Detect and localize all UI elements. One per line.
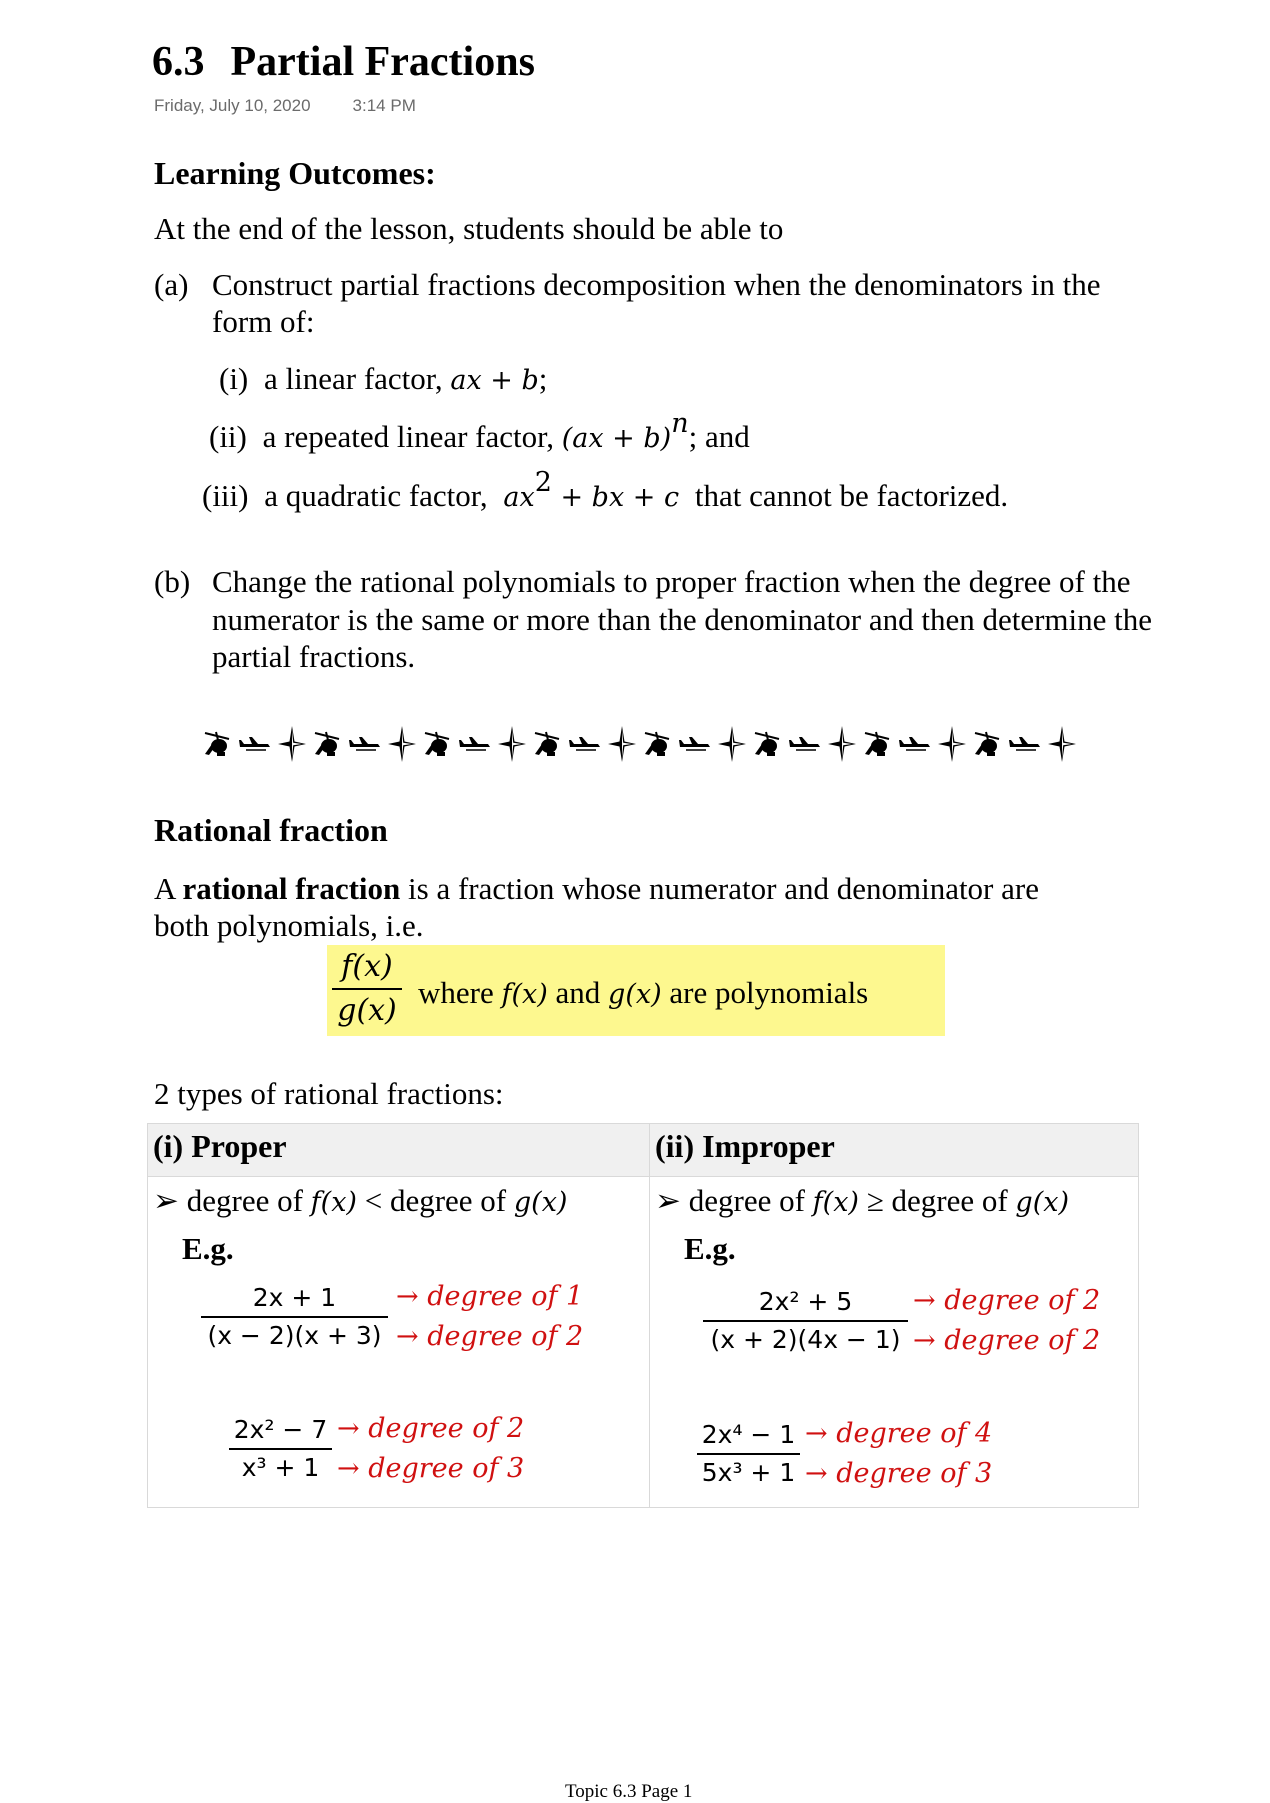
helicopter-icon [752,730,782,758]
improper-rule-g: g(x) [1015,1187,1069,1218]
four-point-star-icon [388,726,416,762]
improper-rule [655,1183,1069,1219]
airplane-icon [788,734,822,754]
subitem-ii-text: a repeated linear factor, [262,419,554,454]
four-point-star-icon [608,726,636,762]
subitem-iii-text: a quadratic factor, [264,478,488,513]
rational-fraction-heading: Rational fraction [154,812,388,848]
example-fraction-bar [703,1320,908,1322]
subitem-ii-math: (ax + b) [561,423,672,454]
example-denominator: x³ + 1 [241,1452,320,1482]
cell-proper [148,1177,650,1508]
header-improper: (ii) Improper [650,1124,1139,1177]
page-date: Friday, July 10, 2020 [154,96,311,115]
definition-term: rational fraction [182,871,401,906]
page-time: 3:14 PM [352,96,416,115]
improper-rule-op: ≥ [866,1183,884,1218]
definition-line-2: both polynomials, i.e. [154,908,424,943]
where-f: f(x) [501,979,548,1010]
where-and: and [555,975,601,1010]
cell-improper [650,1177,1139,1508]
example-numerator: 2x² − 7 [233,1415,328,1444]
where-g: g(x) [608,979,662,1010]
example-numerator-degree: → degree of 2 [337,1413,525,1444]
improper-content [650,1177,1138,1507]
outcome-a-text: Construct partial fractions decomposition when the denominators in the form of: [212,267,1101,339]
example-denominator-degree: → degree of 3 [337,1453,525,1484]
subitem-iii-exponent: 2 [534,467,552,499]
airplane-icon [568,734,602,754]
table-header-row [148,1124,1139,1177]
subitem-i [219,360,547,399]
example-denominator: (x + 2)(4x − 1) [710,1324,901,1354]
rational-fraction-types-table [147,1123,1139,1508]
page-footer: Topic 6.3 Page 1 [565,1781,693,1802]
outcome-a-label: (a) [154,267,189,302]
learning-outcomes-heading: Learning Outcomes: [154,155,436,191]
example-numerator: 2x² + 5 [758,1287,853,1316]
airplane-icon [678,734,712,754]
airplane-icon [458,734,492,754]
four-point-star-icon [828,726,856,762]
improper-rule-f: f(x) [812,1187,859,1218]
airplane-icon [898,734,932,754]
types-intro: 2 types of rational fractions: [154,1076,504,1111]
helicopter-icon [312,730,342,758]
proper-rule [153,1183,567,1219]
example-denominator-degree: → degree of 2 [396,1321,584,1352]
arrow-bullet-icon: ➢ [153,1183,179,1218]
where-word: where [418,975,494,1010]
subitem-iii-math-post: + bx + c [551,482,680,513]
four-point-star-icon [938,726,966,762]
improper-rule-pre: degree of [688,1183,805,1218]
subitem-i-math: ax + b [450,365,539,396]
subitem-i-suffix: ; [538,361,548,396]
definition-rest: is a fraction whose numerator and denominator are [408,871,1039,906]
table-body-row [148,1177,1139,1508]
subitem-iii-math-pre: ax [503,482,535,513]
example-numerator-degree: → degree of 1 [396,1281,584,1312]
example-fraction-bar [229,1448,332,1450]
four-point-star-icon [718,726,746,762]
airplane-icon [1008,734,1042,754]
proper-rule-pre: degree of [186,1183,303,1218]
airplane-icon [348,734,382,754]
example-fraction-bar [697,1453,800,1455]
example-fraction-bar [201,1316,388,1318]
arrow-bullet-icon: ➢ [655,1183,681,1218]
subitem-ii-label: (ii) [209,419,247,454]
proper-example-1 [201,1281,584,1352]
fraction-numerator: f(x) [341,949,393,984]
learning-outcomes-intro: At the end of the lesson, students should be able to [154,211,784,246]
helicopter-icon [642,730,672,758]
improper-example-1 [703,1285,1101,1356]
four-point-star-icon [498,726,526,762]
subitem-i-text: a linear factor, [264,361,443,396]
example-denominator: 5x³ + 1 [701,1457,796,1487]
proper-rule-g: g(x) [513,1187,568,1218]
helicopter-icon [862,730,892,758]
subitem-iii-label: (iii) [202,478,249,513]
helicopter-icon [532,730,562,758]
rational-fraction-definition [154,870,1039,907]
highlight-statement [418,975,868,1011]
example-denominator-degree: → degree of 3 [805,1458,993,1489]
proper-content [148,1177,649,1507]
helicopter-icon [972,730,1002,758]
subitem-iii [202,467,1009,516]
outcome-b-label: (b) [154,564,191,599]
proper-rule-op: < [364,1183,383,1218]
page-title [152,38,535,86]
improper-example-2 [697,1418,993,1489]
airplane-icon [238,734,272,754]
example-numerator-degree: → degree of 4 [805,1418,993,1449]
outcome-b-text: Change the rational polynomials to proper fraction when the degree of the numerator is the same or more than the denominator and then determine the partial fractions. [212,564,1153,674]
subitem-i-label: (i) [219,361,249,396]
example-numerator: 2x + 1 [252,1283,337,1312]
helicopter-icon [202,730,232,758]
helicopter-icon [422,730,452,758]
example-denominator-degree: → degree of 2 [913,1325,1101,1356]
improper-eg-label: E.g. [684,1231,736,1266]
subitem-ii-suffix: ; and [688,419,750,454]
example-numerator: 2x⁴ − 1 [701,1420,796,1449]
where-tail: are polynomials [669,975,869,1010]
section-number: 6.3 [152,39,205,85]
fraction-denominator: g(x) [337,993,397,1028]
four-point-star-icon [1048,726,1076,762]
subitem-ii-exponent: n [671,408,689,440]
header-proper: (i) Proper [148,1124,650,1177]
proper-rule-mid: degree of [389,1183,507,1218]
proper-example-2 [229,1413,525,1484]
example-numerator-degree: → degree of 2 [913,1285,1101,1316]
proper-eg-label: E.g. [182,1231,234,1266]
title-text: Partial Fractions [230,39,535,85]
subitem-iii-suffix: that cannot be factorized. [694,478,1009,513]
fraction-f-over-g [330,946,404,1032]
decorative-divider [202,726,1076,762]
definition-prefix: A [154,871,175,906]
subitem-ii [209,408,750,457]
improper-rule-mid: degree of [891,1183,1008,1218]
example-denominator: (x − 2)(x + 3) [207,1320,382,1350]
page-timestamp [154,96,416,116]
proper-rule-f: f(x) [310,1187,357,1218]
four-point-star-icon [278,726,306,762]
